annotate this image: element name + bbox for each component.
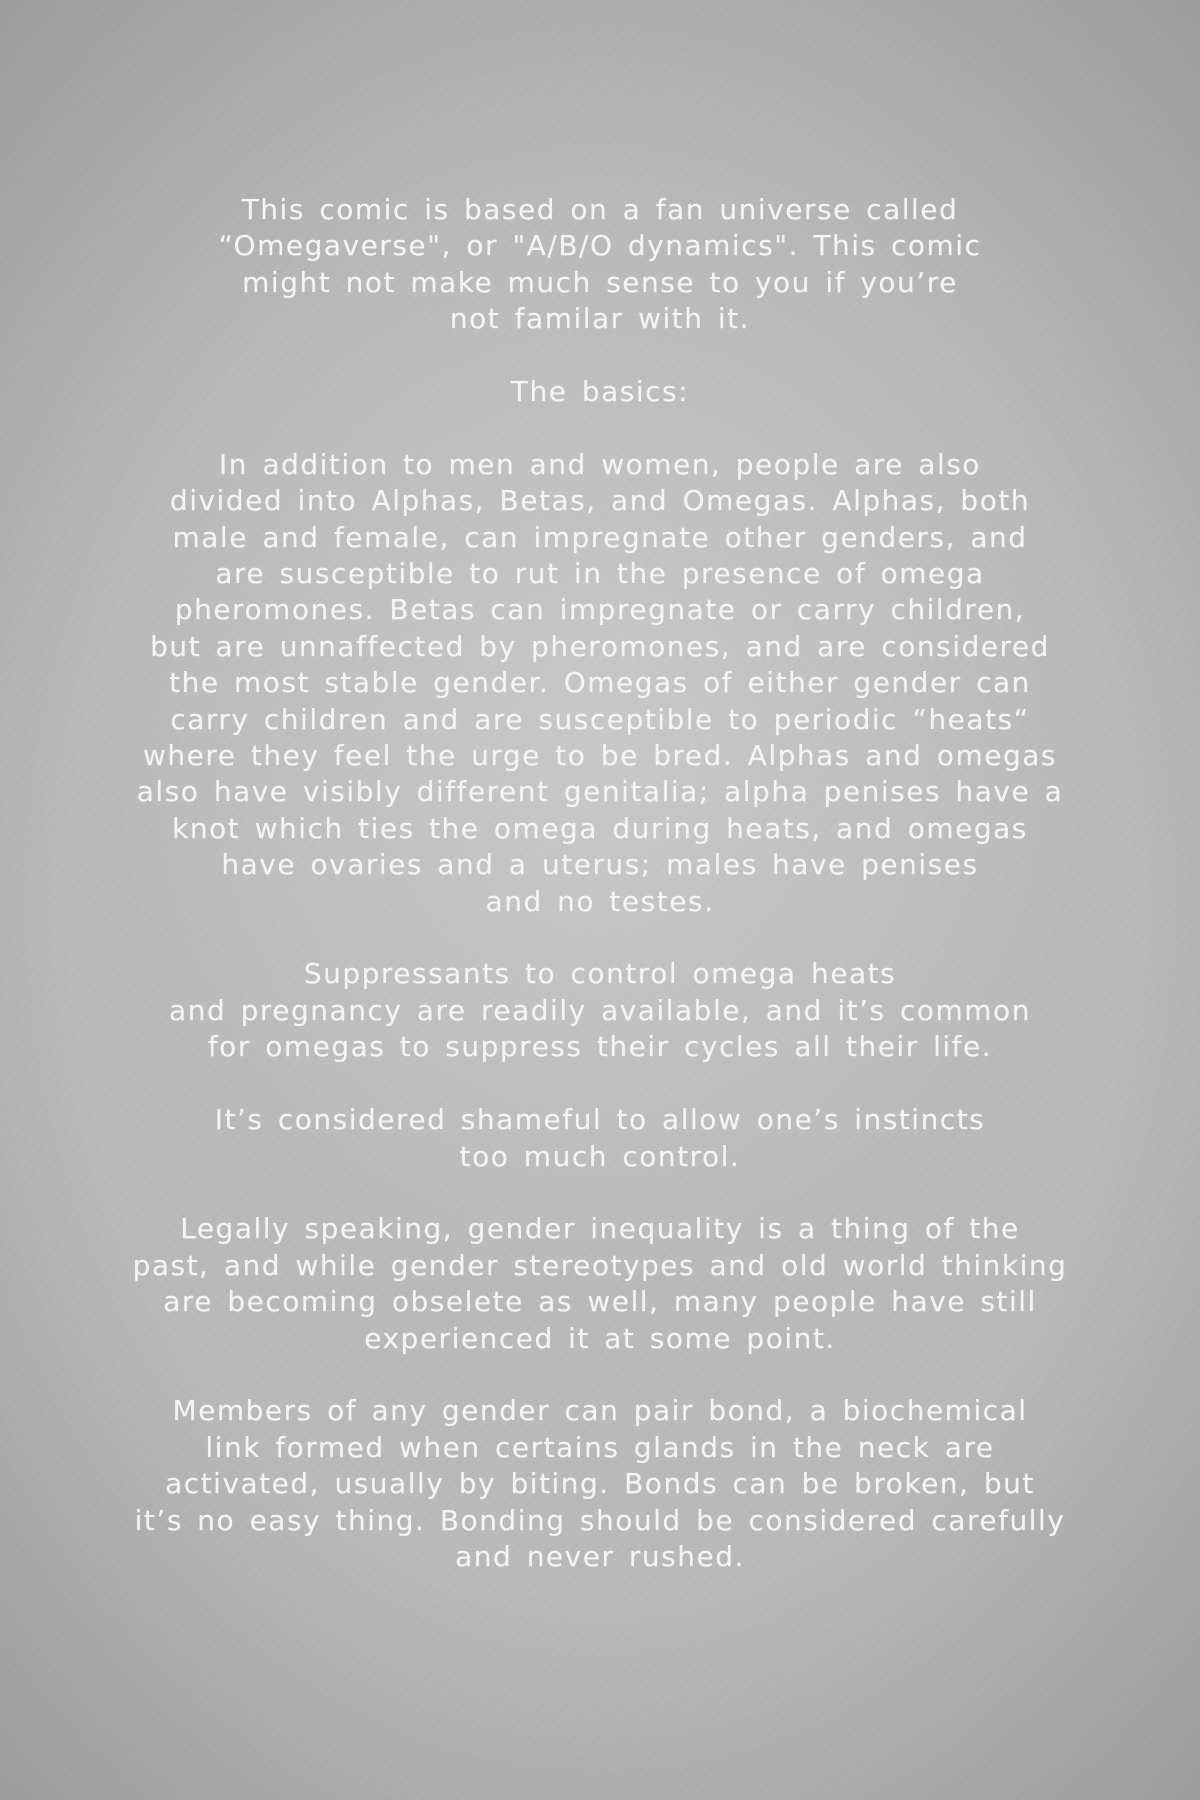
text-line: Members of any gender can pair bond, a biochemical (172, 1394, 1028, 1428)
instincts-paragraph (100, 1102, 1100, 1175)
text-line: carry children and are susceptible to periodic “heats“ (170, 702, 1030, 736)
dynamics-paragraph (100, 447, 1100, 920)
text-line: experienced it at some point. (364, 1321, 836, 1355)
text-line: but are unnaffected by pheromones, and are considered (150, 629, 1050, 663)
text-line: Suppressants to control omega heats (303, 957, 897, 991)
text-line: activated, usually by biting. Bonds can be broken, but (165, 1467, 1035, 1501)
intro-paragraph (100, 192, 1100, 338)
text-line: past, and while gender stereotypes and old world thinking (132, 1248, 1068, 1282)
text-line: link formed when certains glands in the neck are (205, 1430, 995, 1464)
text-line: also have visibly different genitalia; alpha penises have a (136, 775, 1064, 809)
text-line: have ovaries and a uterus; males have penises (221, 848, 979, 882)
text-line: where they feel the urge to be bred. Alphas and omegas (142, 739, 1058, 773)
equality-paragraph (100, 1211, 1100, 1357)
text-line: and never rushed. (455, 1539, 745, 1573)
basics-heading (100, 374, 1100, 410)
text-line: are susceptible to rut in the presence of omega (215, 557, 985, 591)
text-line: and no testes. (485, 884, 715, 918)
text-line: the most stable gender. Omegas of either gender can (169, 666, 1031, 700)
text-line: not familar with it. (449, 302, 751, 336)
text-line: pheromones. Betas can impregnate or carry children, (174, 593, 1026, 627)
text-line: In addition to men and women, people are also (219, 447, 981, 481)
text-line: and pregnancy are readily available, and it’s common (169, 993, 1031, 1027)
text-line: might not make much sense to you if you’re (242, 265, 958, 299)
text-line: “Omegaverse", or "A/B/O dynamics". This comic (218, 229, 982, 263)
text-line: are becoming obselete as well, many people have still (163, 1285, 1037, 1319)
text-line: too much control. (459, 1139, 741, 1173)
heading-text: The basics: (510, 375, 690, 409)
text-line: Legally speaking, gender inequality is a thing of the (180, 1212, 1020, 1246)
text-line: This comic is based on a fan universe called (241, 193, 959, 226)
text-line: It’s considered shameful to allow one’s instincts (214, 1103, 986, 1137)
bonding-paragraph (100, 1393, 1100, 1575)
text-line: divided into Alphas, Betas, and Omegas. Alphas, both (169, 484, 1031, 518)
info-page-text (100, 192, 1100, 1612)
text-line: for omegas to suppress their cycles all their life. (207, 1030, 993, 1064)
text-line: male and female, can impregnate other genders, and (172, 520, 1028, 554)
suppressants-paragraph (100, 956, 1100, 1065)
text-line: knot which ties the omega during heats, and omegas (172, 811, 1028, 845)
text-line: it’s no easy thing. Bonding should be considered carefully (134, 1503, 1066, 1537)
